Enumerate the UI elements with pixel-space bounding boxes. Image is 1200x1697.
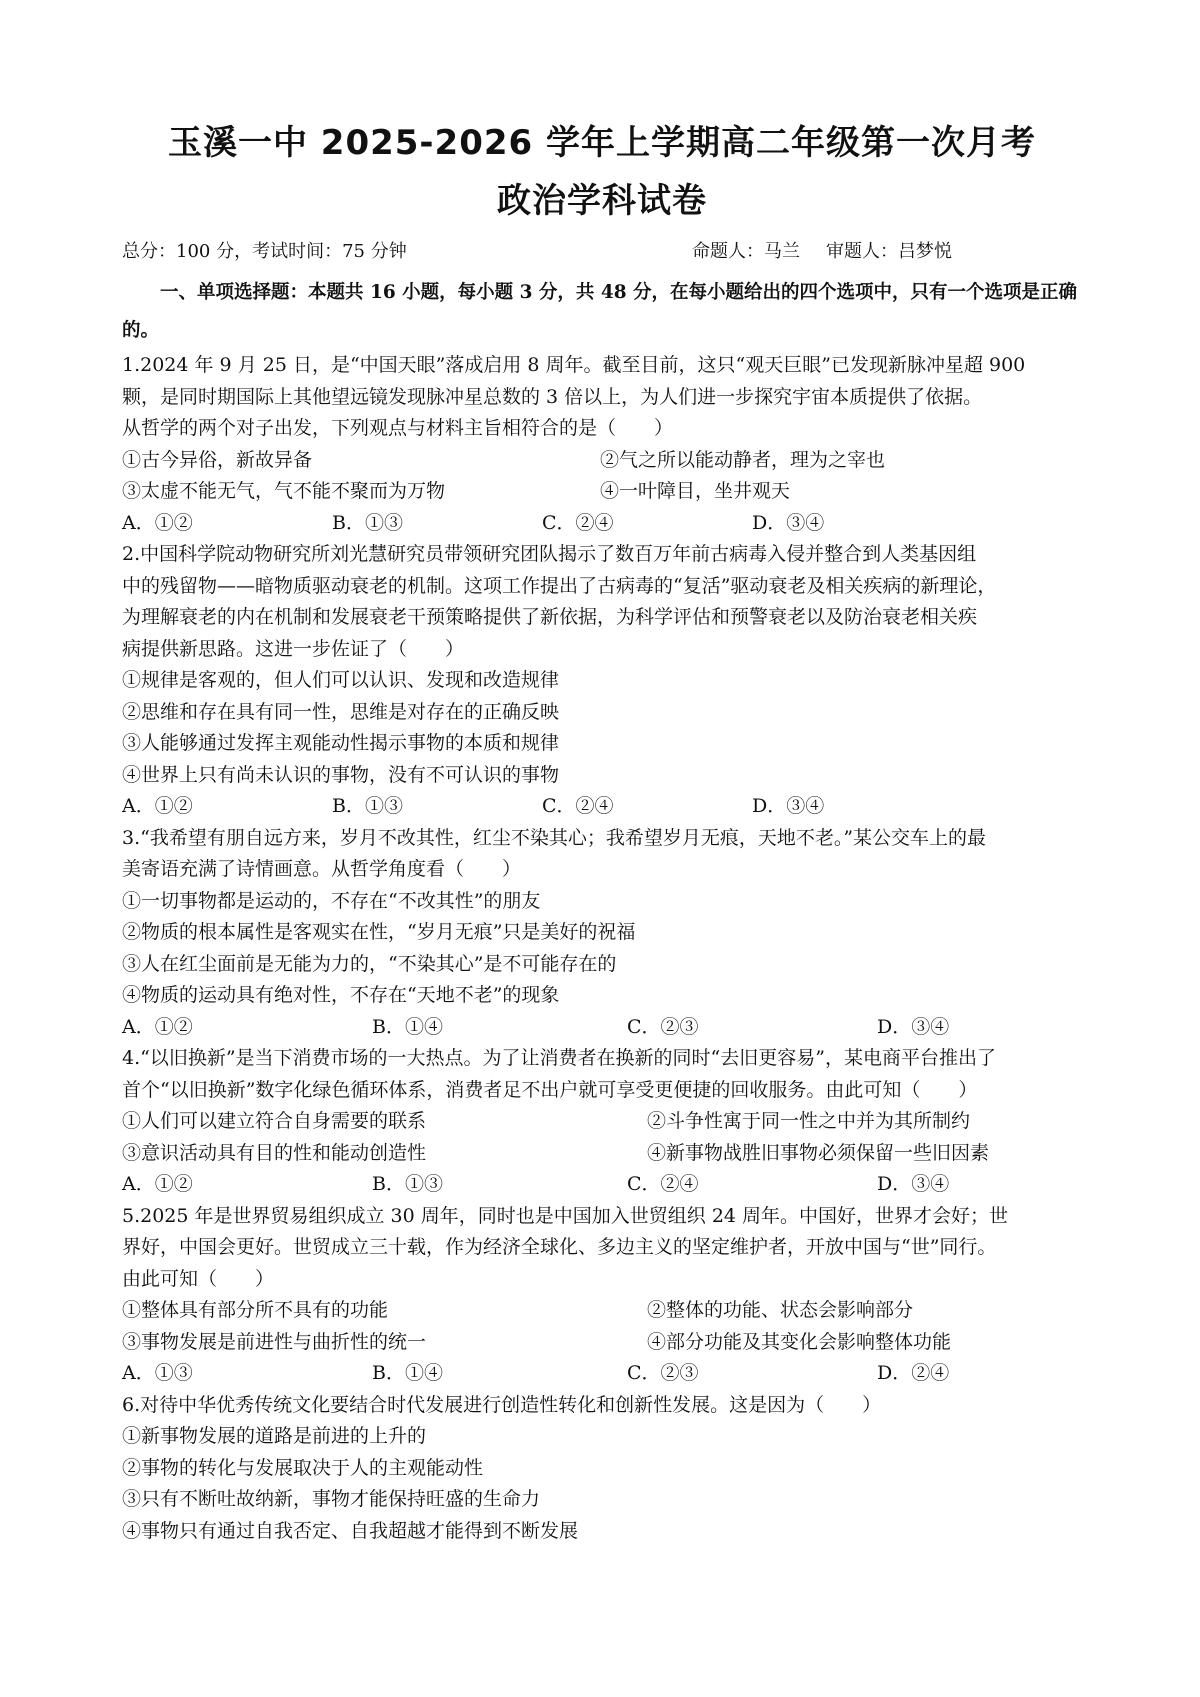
option: ②物质的根本属性是客观实在性，“岁月无痕”只是美好的祝福 [122,921,636,943]
question-stem-line: 1.2024 年 9 月 25 日，是“中国天眼”落成启用 8 周年。截至目前，这只“观天巨眼”已发现新脉冲星超 900 [122,354,1026,376]
question-stem-line: 由此可知（ ） [122,1267,275,1290]
option: ④世界上只有尚未认识的事物，没有不可认识的事物 [122,763,560,786]
question [122,1201,1082,1390]
question [122,1390,1082,1548]
answer-choice: C．②④ [542,511,614,534]
answer-choice: D．③④ [877,1173,950,1195]
option: ②事物的转化与发展取决于人的主观能动性 [122,1456,484,1479]
score-time-info: 总分：100 分，考试时间：75 分钟 [122,241,407,262]
option-row [122,1327,1082,1359]
option-row [122,1138,1082,1170]
option: ①整体具有部分所不具有的功能 [122,1299,389,1321]
answer-choices [122,1169,1082,1201]
option: ①人们可以建立符合自身需要的联系 [122,1110,427,1132]
question-stem-line: 中的残留物——暗物质驱动衰老的机制。这项工作提出了古病毒的“复活”驱动衰老及相关疾病的新理论， [122,574,997,597]
question-stem-line: 2.中国科学院动物研究所刘光慧研究员带领研究团队揭示了数百万年前古病毒入侵并整合到人类基因组 [122,543,977,565]
option: ④新事物战胜旧事物必须保留一些旧因素 [647,1141,990,1164]
question-stem-line: 美寄语充满了诗情画意。从哲学角度看（ ） [122,858,522,880]
question-stem-line: 3.“我希望有朋自远方来，岁月不改其性，红尘不染其心；我希望岁月无痕，天地不老。”某公交车上的最 [122,826,987,849]
question-stem-line: 首个“以旧换新”数字化绿色循环体系，消费者足不出户就可享受更便捷的回收服务。由此可知（ ） [122,1078,978,1101]
question-stem-line: 颗，是同时期国际上其他望远镜发现脉冲星总数的 3 倍以上，为人们进一步探究宇宙本质提供了依据。 [122,385,983,408]
question-stem-line: 6.对待中华优秀传统文化要结合时代发展进行创造性转化和创新性发展。这是因为（ ） [122,1393,882,1416]
answer-choices [122,1012,1082,1044]
answer-choices [122,508,1082,540]
answer-choice: D．③④ [752,795,825,817]
option-row [122,1106,1082,1138]
exam-subtitle: 政治学科试卷 [497,181,707,221]
option: ②整体的功能、状态会影响部分 [647,1299,914,1321]
answer-choice: D．②④ [877,1362,950,1384]
option: ①新事物发展的道路是前进的上升的 [122,1425,427,1447]
option-row [122,445,1082,477]
answer-choice: C．②③ [627,1015,699,1038]
option: ③人在红尘面前是无能为力的，“不染其心”是不可能存在的 [122,952,617,975]
author-info [692,234,952,270]
option-row [122,1295,1082,1327]
option: ③事物发展是前进性与曲折性的统一 [122,1330,427,1353]
option-row [122,476,1082,508]
answer-choice: D．③④ [877,1015,950,1038]
option: ③人能够通过发挥主观能动性揭示事物的本质和规律 [122,732,560,754]
reviewer: 审题人：吕梦悦 [826,241,952,262]
answer-choice: A．①② [122,1015,193,1038]
answer-choice: B．①③ [332,511,403,534]
option: ①古今异俗，新故异备 [122,448,313,471]
question [122,1043,1082,1201]
author: 命题人：马兰 [692,241,800,262]
question [122,350,1082,539]
exam-meta [122,234,1082,270]
answer-choice: A．①② [122,511,193,534]
option: ②斗争性寓于同一性之中并为其所制约 [647,1110,971,1132]
section-heading: 一、单项选择题：本题共 16 小题，每小题 3 分，共 48 分，在每小题给出的四个选项中，只有一个选项是正确的。 [122,282,1078,341]
question-stem-line: 4.“以旧换新”是当下消费市场的一大热点。为了让消费者在换新的同时“去旧更容易”，某电商平台推出了 [122,1047,996,1069]
option: ①规律是客观的，但人们可以认识、发现和改造规律 [122,669,560,691]
answer-choice: C．②④ [627,1173,699,1195]
exam-page [122,120,1082,1547]
option: ②气之所以能动静者，理为之宰也 [600,448,886,471]
option: ③只有不断吐故纳新，事物才能保持旺盛的生命力 [122,1488,541,1510]
question-list [122,350,1082,1547]
option: ④部分功能及其变化会影响整体功能 [647,1330,952,1353]
option: ④一叶障目，坐井观天 [600,480,791,502]
answer-choice: C．②③ [627,1362,699,1384]
answer-choice: A．①③ [122,1362,193,1384]
answer-choice: D．③④ [752,511,825,534]
option: ④物质的运动具有绝对性，不存在“天地不老”的现象 [122,984,560,1006]
answer-choices [122,1358,1082,1390]
option: ①一切事物都是运动的，不存在“不改其性”的朋友 [122,889,541,912]
answer-choice: B．①④ [372,1362,443,1384]
question [122,823,1082,1044]
question-stem-line: 界好，中国会更好。世贸成立三十载，作为经济全球化、多边主义的坚定维护者，开放中国与“世”同行。 [122,1236,997,1258]
question-stem-line: 为理解衰老的内在机制和发展衰老干预策略提供了新依据，为科学评估和预警衰老以及防治衰老相关疾 [122,606,978,628]
question-stem-line: 5.2025 年是世界贸易组织成立 30 周年，同时也是中国加入世贸组织 24 周年。中国好，世界才会好；世 [122,1204,1009,1227]
option: ④事物只有通过自我否定、自我超越才能得到不断发展 [122,1519,579,1542]
exam-title: 玉溪一中 2025-2026 学年上学期高二年级第一次月考 [167,123,1037,163]
question-stem-line: 从哲学的两个对子出发，下列观点与材料主旨相符合的是（ ） [122,417,674,439]
answer-choice: B．①③ [332,795,403,817]
question-stem-line: 病提供新思路。这进一步佐证了（ ） [122,637,465,660]
question [122,539,1082,823]
answer-choice: B．①③ [372,1173,443,1195]
option: ③太虚不能无气，气不能不聚而为万物 [122,480,446,502]
option: ②思维和存在具有同一性，思维是对存在的正确反映 [122,700,560,723]
answer-choices [122,791,1082,823]
answer-choice: A．①② [122,795,193,817]
answer-choice: A．①② [122,1173,193,1195]
answer-choice: B．①④ [372,1015,443,1038]
answer-choice: C．②④ [542,795,614,817]
option: ③意识活动具有目的性和能动创造性 [122,1141,427,1164]
